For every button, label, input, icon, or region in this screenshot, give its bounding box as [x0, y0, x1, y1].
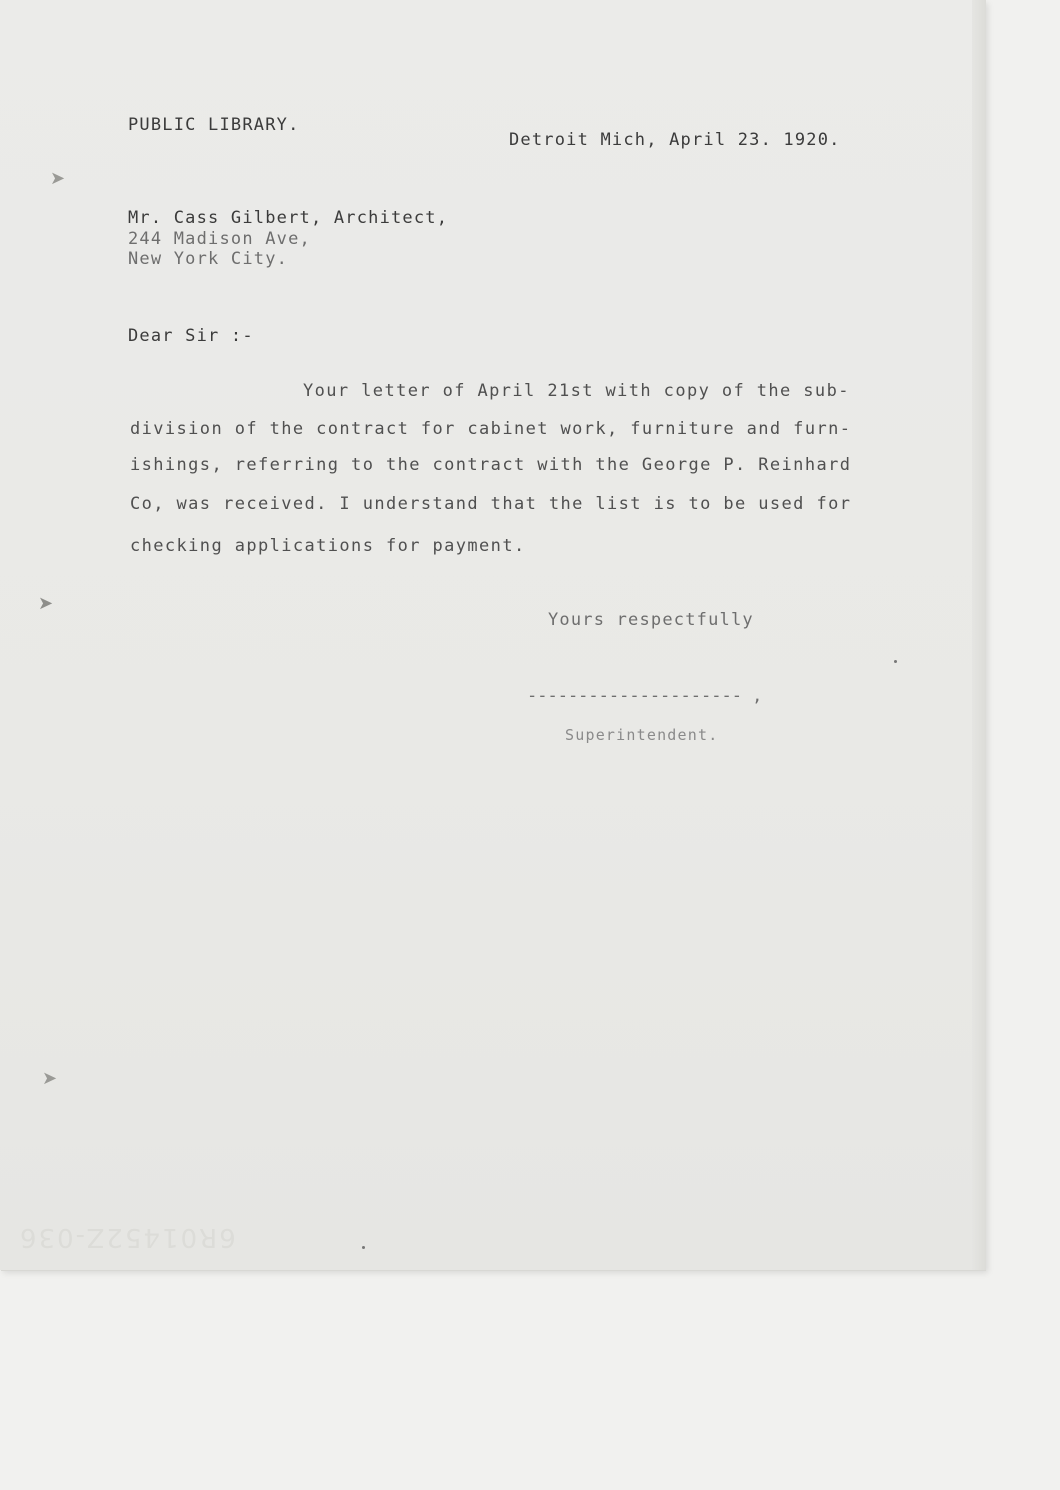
dateline: Detroit Mich, April 23. 1920.	[509, 130, 841, 150]
recipient-line-1: Mr. Cass Gilbert, Architect,	[128, 208, 449, 228]
archive-stamp: 6R01452Z-036	[18, 1222, 236, 1252]
body-line: Your letter of April 21st with copy of the sub-	[303, 381, 850, 401]
body-line: ishings, referring to the contract with the George P. Reinhard	[130, 455, 852, 475]
page-edge-shadow	[972, 0, 986, 1270]
signature-line: --------------------- ,	[527, 686, 763, 706]
body-line: Co, was received. I understand that the list is to be used for	[130, 494, 852, 514]
letterhead: PUBLIC LIBRARY.	[128, 115, 300, 135]
paper-speck	[894, 660, 897, 663]
punch-hole-mark: ➤	[50, 168, 66, 189]
closing: Yours respectfully	[548, 610, 754, 630]
recipient-line-2: 244 Madison Ave,	[128, 229, 311, 249]
punch-hole-mark: ➤	[42, 1068, 58, 1089]
paper-speck	[362, 1246, 365, 1249]
body-line: division of the contract for cabinet work, furniture and furn-	[130, 419, 852, 439]
salutation: Dear Sir :-	[128, 326, 254, 346]
recipient-line-3: New York City.	[128, 249, 289, 269]
signature-title: Superintendent.	[565, 726, 719, 744]
body-line: checking applications for payment.	[130, 536, 526, 556]
punch-hole-mark: ➤	[38, 593, 54, 614]
